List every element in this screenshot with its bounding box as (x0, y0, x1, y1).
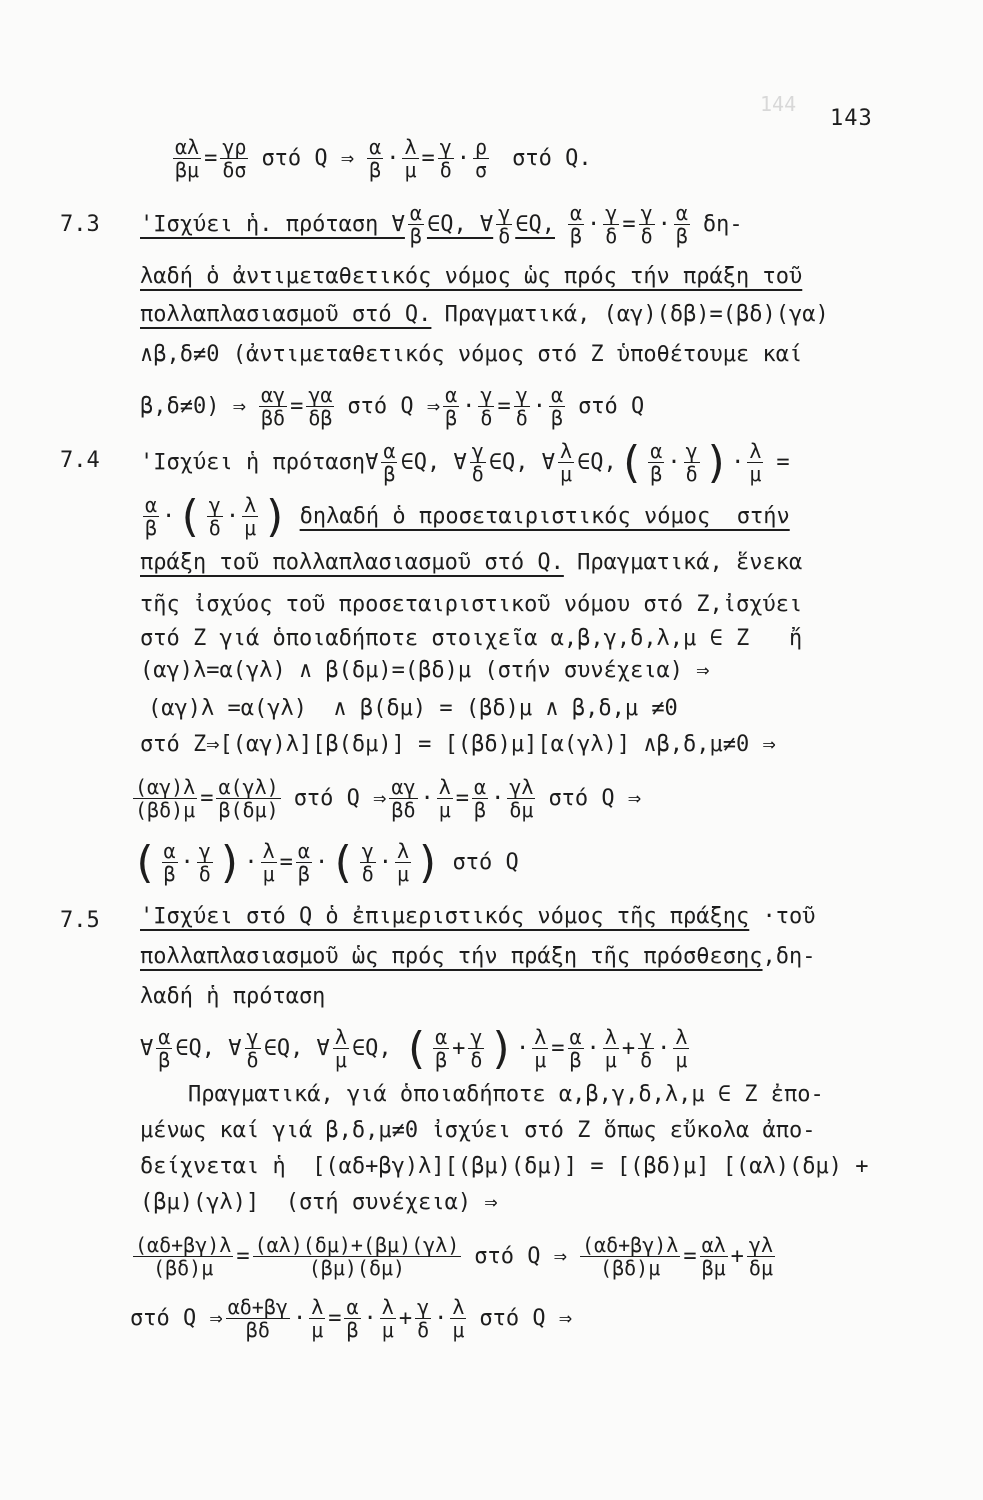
equation-line: $\frac{\alpha}{\beta}$ · ( $\frac{\gamma}{\delta}$ · $\frac{\lambda}{\mu}$ ) δηλαδή ὁ προσεταιριστικός νόμος στήν (145, 490, 790, 542)
text-line: πολλαπλασιασμοῦ ὡς πρός τήν πράξη τῆς πρόσθεσης ,δη- (140, 944, 816, 969)
text-line: τῆς ἰσχύος τοῦ προσεταιριστικοῦ νόμου στό Z,ἰσχύει (140, 592, 803, 617)
text-line: στό Z⇒[(αγ)λ][β(δμ)] = [(βδ)μ][α(γλ)] ∧β,δ,μ≠0 ⇒ (140, 732, 776, 757)
statement-7-5: 'Ισχύει στό Q ὁ ἐπιμεριστικός νόμος τῆς πράξης ·τοῦ (140, 904, 816, 929)
page-number: 143 (830, 106, 873, 131)
text-line: δείχνεται ἡ [(αδ+βγ)λ][(βμ)(δμ)] = [(βδ)μ] [(αλ)(δμ) + (140, 1154, 869, 1179)
statement-7-3: 'Ισχύει ἡ. πρόταση ∀ $\frac{\alpha}{\beta}$ ∈Q, ∀ $\frac{\gamma}{\delta}$ ∈Q, $\frac{\alpha}{\beta}$ · $\frac{\gamma}{\delta}$ = $\frac{\gamma}{\delta}$ · $\frac{\alpha}{\beta}$ δη- (140, 201, 743, 248)
text-line: (αγ)λ=α(γλ) ∧ β(δμ)=(βδ)μ (στήν συνέχεια) ⇒ (140, 658, 710, 683)
text-line: στό Z γιά ὁποιαδήποτε στοιχεῖα α,β,γ,δ,λ,μ ∈ Z ἤ (140, 626, 803, 651)
equation-line: β,δ≠0) ⇒ $\frac{\alpha\gamma}{\beta\delta}$ = $\frac{\gamma\alpha}{\delta\beta}$ στό Q ⇒ $\frac{\alpha}{\beta}$ · $\frac{\gamma}{\delta}$ = $\frac{\gamma}{\delta}$ · $\frac{\alpha}{\beta}$ στό Q (140, 383, 645, 430)
statement-7-4: 'Ισχύει ἡ πρόταση∀ $\frac{\alpha}{\beta}$ ∈Q, ∀ $\frac{\gamma}{\delta}$ ∈Q, ∀ $\frac{\lambda}{\mu}$ ∈Q, ( $\frac{\alpha}{\beta}$ · $\frac{\gamma}{\delta}$ ) · $\frac{\lambda}{\mu}$ = (140, 436, 790, 488)
section-number: 7.4 (60, 448, 100, 473)
text-line: Πραγματικά, γιά ὁποιαδήποτε α,β,γ,δ,λ,μ ∈ Z ἐπο- (188, 1082, 824, 1107)
equation-line-1: $\frac{\alpha\lambda}{\beta\mu}$ = $\frac{\gamma\rho}{\delta\sigma}$ στό Q ⇒ $\frac{\alpha}{\beta}$ · $\frac{\lambda}{\mu}$ = $\frac{\gamma}{\delta}$ · $\frac{\rho}{\sigma}$ στό Q. (175, 135, 592, 182)
text-line: λαδή ἡ πρόταση (140, 984, 326, 1009)
section-number: 7.5 (60, 908, 100, 933)
equation-line: $\frac{(\alpha\gamma)\lambda}{(\beta\delta)\mu}$ = $\frac{\alpha(\gamma\lambda)}{\beta(\delta\mu)}$ στό Q ⇒ $\frac{\alpha\gamma}{\beta\delta}$ · $\frac{\lambda}{\mu}$ = $\frac{\alpha}{\beta}$ · $\frac{\gamma\lambda}{\delta\mu}$ στό Q ⇒ (135, 775, 642, 822)
equation-line: $\frac{(\alpha\delta+\beta\gamma)\lambda}{(\beta\delta)\mu}$ = $\frac{(\alpha\lambda)(\delta\mu)+(\beta\mu)(\gamma\lambda)}{(\beta\mu)(\delta\mu)}$ στό Q ⇒ $\frac{(\alpha\delta+\beta\gamma)\lambda}{(\beta\delta)\mu}$ = $\frac{\alpha\lambda}{\beta\mu}$ + $\frac{\gamma\lambda}{\delta\mu}$ (135, 1233, 774, 1280)
equation-line: στό Q ⇒ $\frac{\alpha\delta+\beta\gamma}{\beta\delta}$ · $\frac{\lambda}{\mu}$ = $\frac{\alpha}{\beta}$ · $\frac{\lambda}{\mu}$ + $\frac{\gamma}{\delta}$ · $\frac{\lambda}{\mu}$ στό Q ⇒ (130, 1295, 573, 1342)
equation-line: ∀ $\frac{\alpha}{\beta}$ ∈Q, ∀ $\frac{\gamma}{\delta}$ ∈Q, ∀ $\frac{\lambda}{\mu}$ ∈Q, ( $\frac{\alpha}{\beta}$ + $\frac{\gamma}{\delta}$ ) · $\frac{\lambda}{\mu}$ = $\frac{\alpha}{\beta}$ · $\frac{\lambda}{\mu}$ + $\frac{\gamma}{\delta}$ · $\frac{\lambda}{\mu}$ (140, 1022, 688, 1074)
section-number: 7.3 (60, 212, 100, 237)
text-line: (βμ)(γλ)] (στή συνέχεια) ⇒ (140, 1190, 498, 1215)
equation-line: ( $\frac{\alpha}{\beta}$ · $\frac{\gamma}{\delta}$ ) · $\frac{\lambda}{\mu}$ = $\frac{\alpha}{\beta}$ · ( $\frac{\gamma}{\delta}$ · $\frac{\lambda}{\mu}$ ) στό Q (131, 836, 519, 888)
text-line: λαδή ὁ ἀντιμεταθετικός νόμος ὡς πρός τήν πράξη τοῦ (140, 264, 803, 289)
text-line: πολλαπλασιασμοῦ στό Q. Πραγματικά, (αγ)(δβ)=(βδ)(γα) (140, 302, 829, 327)
text-line: ∧β,δ≠0 (ἀντιμεταθετικός νόμος στό Z ὑποθέτουμε καί (140, 342, 803, 367)
fraction: $\frac{\gamma\rho}{\delta\sigma}$ (222, 135, 247, 182)
text-line: μένως καί γιά β,δ,μ≠0 ἰσχύει στό Z ὅπως εὔκολα ἀπο- (140, 1118, 816, 1143)
fraction: $\frac{\alpha\lambda}{\beta\mu}$ (175, 135, 200, 182)
text-line: (αγ)λ =α(γλ) ∧ β(δμ) = (βδ)μ ∧ β,δ,μ ≠0 (148, 696, 678, 721)
bleed-through-page-number: 144 (760, 92, 797, 116)
text-line: πράξη τοῦ πολλαπλασιασμοῦ στό Q. Πραγματικά, ἕνεκα (140, 550, 803, 575)
